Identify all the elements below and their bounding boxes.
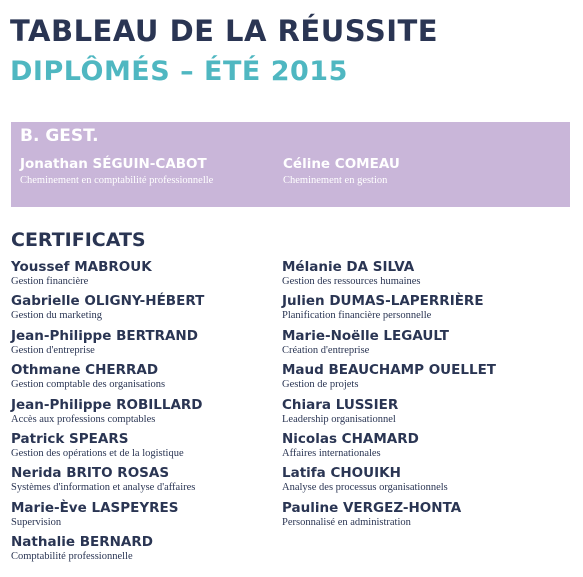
graduate-name: Nicolas CHAMARD (282, 430, 419, 447)
graduate-name: Marie-Noëlle LEGAULT (282, 327, 449, 344)
graduate-name: Julien DUMAS-LAPERRIÈRE (282, 293, 484, 310)
graduate-program: Gestion financière (11, 276, 89, 287)
list-item (11, 500, 204, 534)
graduate-program: Gestion comptable des organisations (11, 379, 166, 391)
list-item (282, 328, 496, 362)
graduate-program: Gestion d'entreprise (11, 344, 95, 356)
list-item (11, 431, 204, 465)
graduate-name: Céline COMEAU (283, 156, 400, 172)
graduate-name: Latifa CHOUIKH (282, 465, 401, 482)
bgest-band (11, 122, 570, 207)
list-item (282, 465, 496, 499)
list-item (282, 431, 496, 465)
graduate-program: Comptabilité professionnelle (11, 551, 133, 563)
graduate-program: Cheminement en comptabilité professionnelle (20, 175, 214, 186)
graduate-program: Accès aux professions comptables (11, 413, 156, 425)
list-item (282, 397, 496, 431)
certificats-right-column (282, 259, 496, 534)
list-item (282, 362, 496, 396)
list-item (11, 465, 204, 499)
graduate-name: Gabrielle OLIGNY-HÉBERT (11, 293, 205, 310)
graduate-name: Patrick SPEARS (11, 430, 129, 447)
list-item (282, 500, 496, 534)
graduate-name: Nerida BRITO ROSAS (11, 465, 170, 482)
graduate-name: Pauline VERGEZ-HONTA (282, 499, 462, 516)
band-title: B. GEST. (20, 126, 99, 146)
graduate-program: Cheminement en gestion (283, 175, 388, 186)
graduate-name: Youssef MABROUK (11, 259, 152, 275)
graduate-program: Gestion des opérations et de la logistique (11, 447, 184, 459)
graduate-program: Planification financière personnelle (282, 310, 432, 322)
list-item (11, 259, 204, 293)
graduate-program: Systèmes d'information et analyse d'affaires (11, 482, 196, 494)
list-item (282, 293, 496, 327)
graduate-name: Maud BEAUCHAMP OUELLET (282, 362, 497, 379)
graduate-program: Personnalisé en administration (282, 516, 411, 528)
graduate-name: Jean-Philippe BERTRAND (11, 327, 198, 344)
list-item (11, 397, 204, 431)
section-title-certificats: CERTIFICATS (11, 229, 146, 251)
band-person (283, 156, 400, 187)
list-item (11, 362, 204, 396)
certificats-left-column (11, 259, 204, 569)
list-item (11, 534, 204, 568)
graduate-program: Analyse des processus organisationnels (282, 482, 448, 494)
list-item (282, 259, 496, 293)
graduate-program: Supervision (11, 516, 62, 528)
page-subtitle: DIPLÔMÉS – ÉTÉ 2015 (10, 56, 348, 87)
graduate-program: Affaires internationales (282, 447, 381, 459)
page-title: TABLEAU DE LA RÉUSSITE (10, 14, 439, 48)
list-item (11, 293, 204, 327)
band-person (20, 156, 213, 187)
graduate-name: Jean-Philippe ROBILLARD (11, 396, 203, 413)
graduate-name: Chiara LUSSIER (282, 396, 399, 413)
graduate-program: Gestion des ressources humaines (282, 276, 421, 287)
graduate-name: Mélanie DA SILVA (282, 259, 415, 275)
graduate-program: Création d'entreprise (282, 344, 370, 356)
graduate-program: Leadership organisationnel (282, 413, 396, 425)
graduate-program: Gestion du marketing (11, 310, 102, 322)
graduate-name: Marie-Ève LASPEYRES (11, 499, 179, 516)
list-item (11, 328, 204, 362)
graduate-name: Jonathan SÉGUIN-CABOT (20, 156, 207, 172)
graduate-program: Gestion de projets (282, 379, 359, 391)
graduate-name: Nathalie BERNARD (11, 534, 153, 551)
graduate-name: Othmane CHERRAD (11, 362, 159, 379)
